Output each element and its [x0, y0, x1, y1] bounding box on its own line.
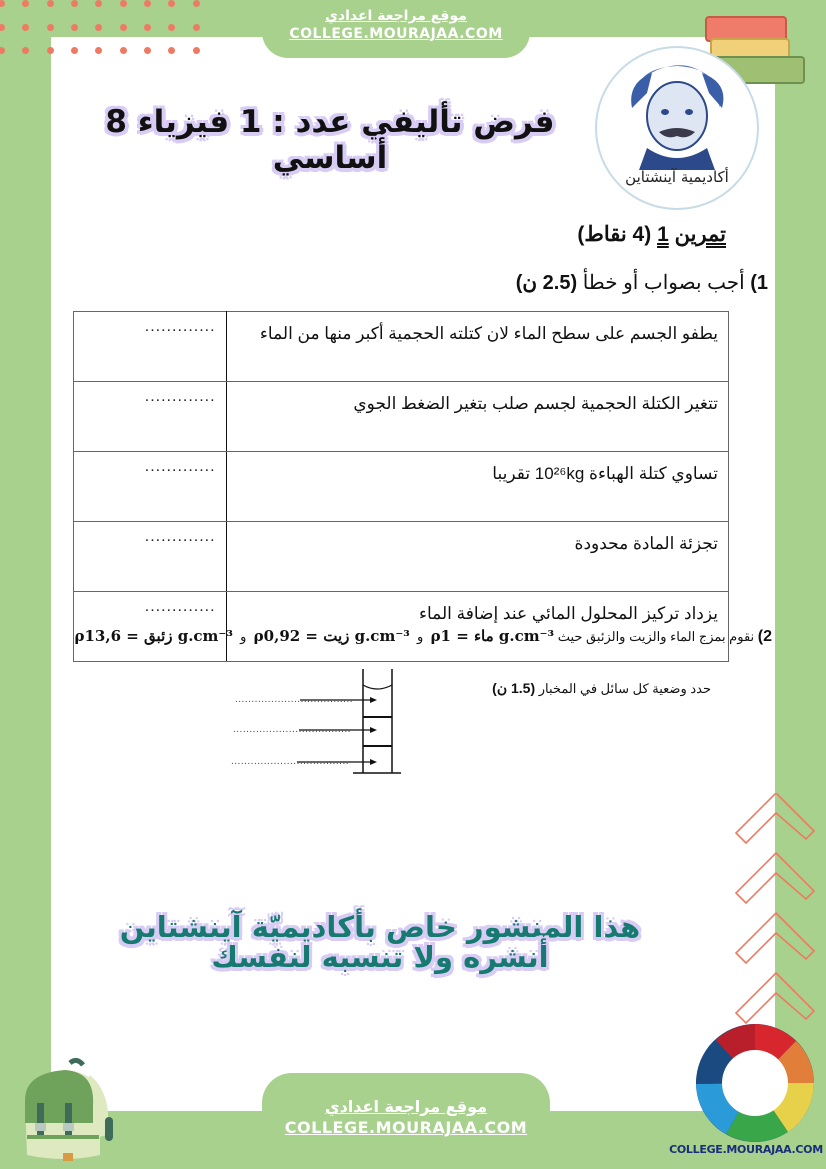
chevron-up-decoration-icon	[734, 793, 818, 1048]
and-connector: و	[417, 629, 424, 644]
table-row	[74, 522, 729, 592]
water-density: ρماء = 1 g.cm⁻³	[430, 627, 555, 645]
subprompt-points: (1.5 ن)	[492, 680, 536, 696]
question-1-number: 1)	[750, 272, 768, 294]
true-false-table	[73, 311, 729, 662]
table-row	[74, 382, 729, 452]
question-2-number: 2)	[757, 628, 772, 645]
statement-cell: يزداد تركيز المحلول المائي عند إضافة الماء	[226, 592, 728, 662]
answer-line-bottom[interactable]: ....................................	[231, 756, 350, 767]
copyright-notice	[100, 912, 660, 972]
subprompt-text: حدد وضعية كل سائل في المخبار	[538, 681, 711, 696]
page-title: فرض تأليفي عدد : 1 فيزياء 8 أساسي	[105, 104, 555, 176]
question-2-prompt: نقوم بمزج الماء والزيت والزئبق حيث	[557, 629, 755, 644]
notice-line-1: هذا المنشور خاص بأكاديميّة آينشتاين	[119, 910, 641, 944]
wheel-logo-label[interactable]: COLLEGE.MOURAJAA.COM	[669, 1143, 823, 1156]
notice-line-2: أنشره ولا تنسبه لنفسك	[211, 940, 549, 974]
question-1-prompt: أجب بصواب أو خطأ	[582, 272, 745, 294]
education-wheel-logo-icon	[696, 1024, 814, 1142]
answer-line-top[interactable]: ....................................	[235, 694, 354, 705]
site-header-tab[interactable]	[262, 0, 530, 58]
answer-blank[interactable]: .............	[74, 452, 227, 522]
answer-line-middle[interactable]: ....................................	[233, 724, 352, 735]
question-1-points: (2.5 ن)	[515, 272, 578, 294]
site-header-arabic[interactable]: موقع مراجعة اعدادي	[325, 8, 467, 24]
answer-blank[interactable]: .............	[74, 522, 227, 592]
answer-blank[interactable]: .............	[74, 382, 227, 452]
site-footer-url[interactable]: COLLEGE.MOURAJAA.COM	[284, 1118, 528, 1137]
oil-density: ρزيت = 0,92 g.cm⁻³	[253, 627, 410, 645]
statement-cell: يطفو الجسم على سطح الماء لان كتلته الحجمية أكبر منها من الماء	[226, 312, 728, 382]
statement-cell: تساوي كتلة الهباءة 10²⁶kg تقريبا	[226, 452, 728, 522]
question-2-line	[48, 627, 772, 646]
table-row	[74, 452, 729, 522]
and-connector: و	[240, 629, 247, 644]
logo-caption: أكاديمية آينشتاين	[625, 168, 729, 186]
exercise-number: 1	[657, 223, 669, 246]
backpack-icon	[15, 1055, 115, 1165]
question-1-heading	[516, 270, 768, 295]
exercise-label: تمرين	[674, 223, 726, 246]
site-header-url[interactable]: COLLEGE.MOURAJAA.COM	[289, 26, 503, 42]
statement-cell: تتغير الكتلة الحجمية لجسم صلب بتغير الضغط الجوي	[226, 382, 728, 452]
site-footer-arabic[interactable]: موقع مراجعة اعدادي	[324, 1097, 488, 1116]
mercury-density: ρزئبق = 13,6 g.cm⁻³	[74, 627, 233, 645]
answer-blank[interactable]: .............	[74, 312, 227, 382]
question-2-subprompt	[492, 680, 711, 697]
exercise-heading	[577, 222, 726, 247]
site-footer-tab[interactable]	[262, 1073, 550, 1169]
table-row	[74, 312, 729, 382]
statement-cell: تجزئة المادة محدودة	[226, 522, 728, 592]
left-frame-band	[0, 0, 51, 1169]
exercise-points: (4 نقاط)	[577, 223, 652, 246]
academy-logo	[595, 46, 759, 210]
answer-blank[interactable]: .............	[74, 592, 227, 662]
